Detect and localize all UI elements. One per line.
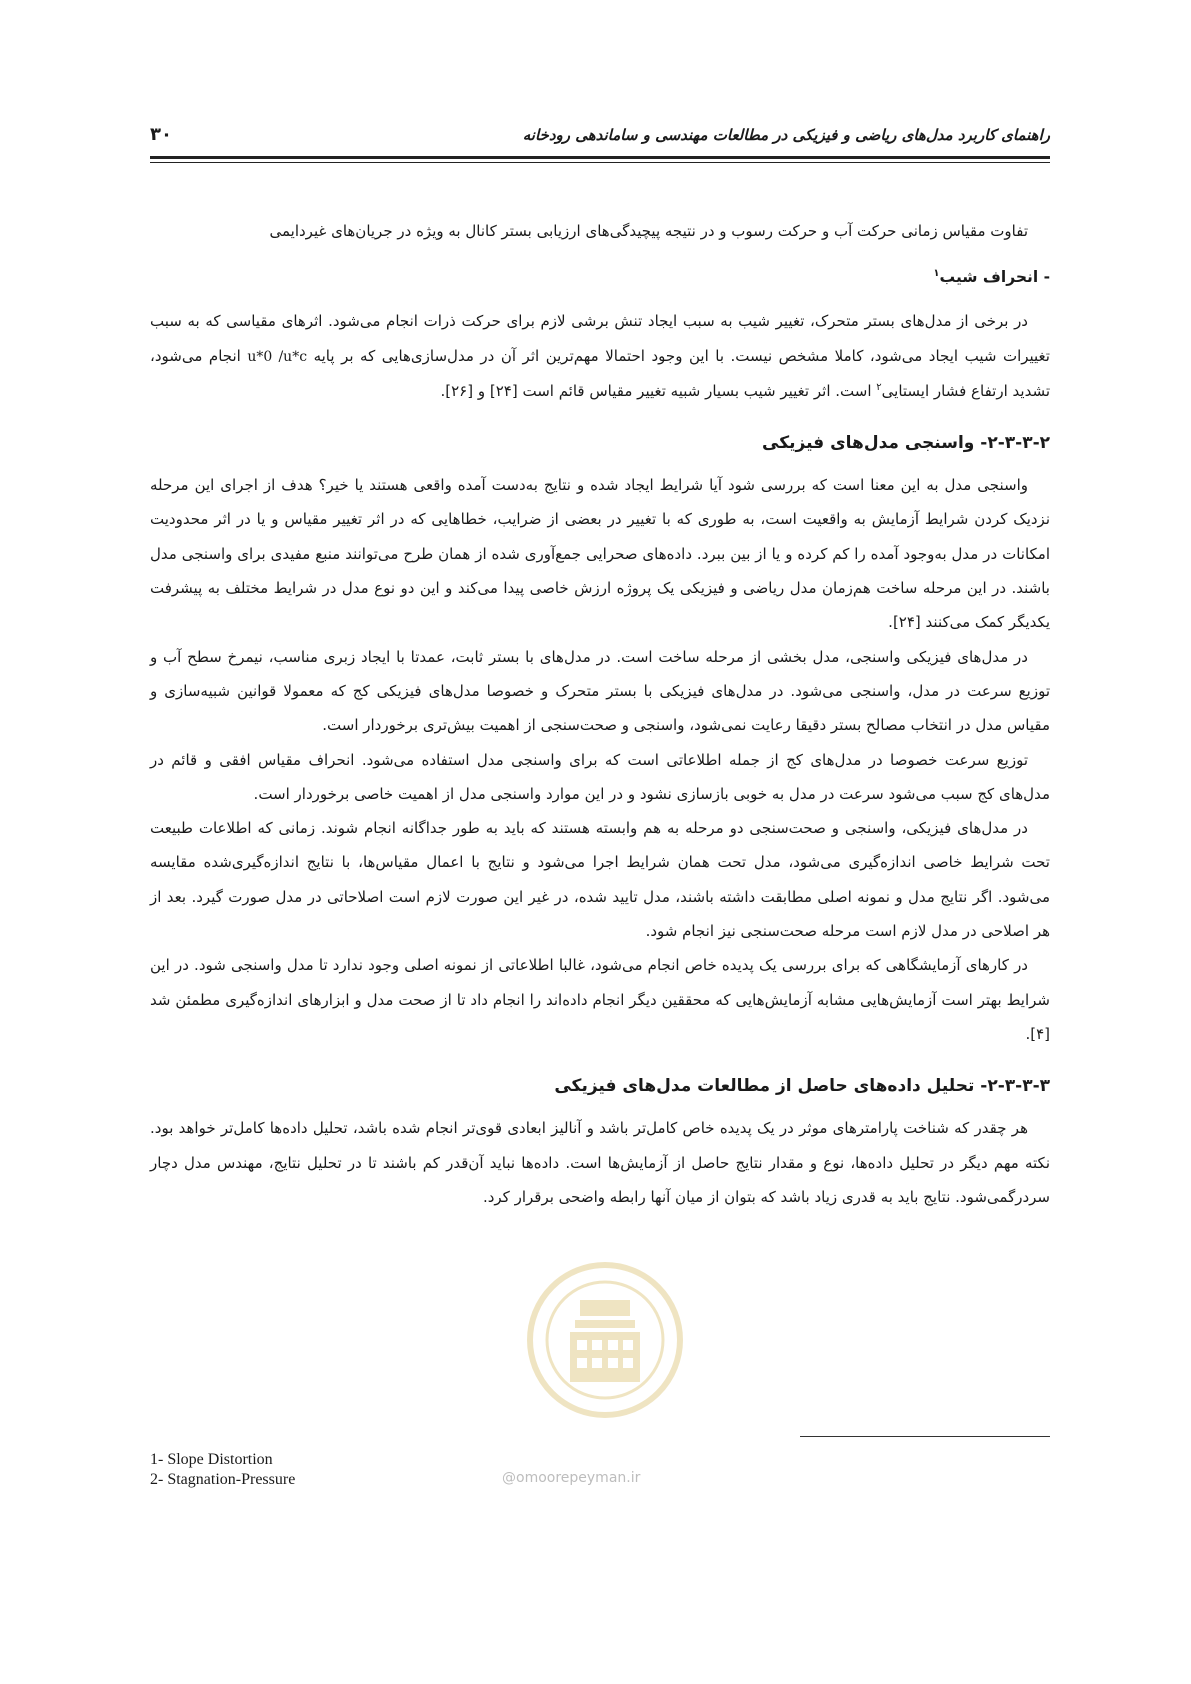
section-heading-calibration: ۲-۳-۳-۲- واسنجی مدل‌های فیزیکی [762, 433, 1050, 454]
paragraph-slope-part-c: است. اثر تغییر شیب بسیار شبیه تغییر مقیاس قائم است [۲۴] و [۲۶]. [440, 381, 872, 400]
footnote-rule [800, 1436, 1050, 1437]
paragraph-calibration-1: واسنجی مدل به این معنا است که بررسی شود آیا شرایط ایجاد شده و نتایج به‌دست آمده واقعی هستند یا خیر؟ هدف از اجرای این مرحله نزدیک کردن شرایط آزمایش به واقعیت است، به طوری که با تغییر در بعضی از ضرایب، خطاهایی که در اثر تغییر مقیاس و یا در اثر محدودیت امکانات در مدل به‌وجود آمده را کم کرده و یا از بین ببرد. داده‌های صحرایی جمع‌آوری شده از همان طرح می‌توانند منبع مفیدی برای واسنجی مدل باشند. در این مرحله ساخت هم‌زمان مدل ریاضی و فیزیکی یک پروژه ارزش خاصی پیدا می‌کند و این دو نوع مدل در شرایط مختلف به پیشرفت یکدیگر کمک می‌کنند [۲۴]. [150, 476, 1050, 632]
footnote-ref-2: ۲ [876, 381, 882, 393]
watermark-site: @omoorepeyman.ir [502, 1470, 641, 1486]
paragraph-calibration-3: توزیع سرعت خصوصا در مدل‌های کج از جمله اطلاعاتی است که برای واسنجی مدل استفاده می‌شود. انحراف مقیاس افقی و قائم در مدل‌های کج سبب می‌شود سرعت در مدل به خوبی بازسازی نشود و در این موارد واسنجی مدل از اهمیت خاصی برخوردار است. [150, 750, 1050, 803]
seal-logo-icon [520, 1250, 690, 1460]
subheading-slope-distortion [150, 248, 1050, 304]
paragraph-intro: تفاوت مقیاس زمانی حرکت آب و حرکت رسوب و در نتیجه پیچیدگی‌های ارزیابی بستر کانال به ویژه در جریان‌های غیردایمی [269, 222, 1028, 240]
page-number: ۳۰ [150, 124, 172, 145]
footnotes [150, 1450, 295, 1490]
page-body [150, 214, 1050, 1214]
paragraph-calibration-5: در کارهای آزمایشگاهی که برای بررسی یک پدیده خاص انجام می‌شود، غالبا اطلاعاتی از نمونه اصلی وجود ندارد تا مدل واسنجی شود. در این شرایط بهتر است آزمایش‌هایی مشابه آزمایش‌هایی که محققین دیگر انجام داده‌اند را انجام داد تا از صحت مدل و ابزارهای اندازه‌گیری مطمئن شد [۴]. [150, 956, 1050, 1043]
paragraph-calibration-2: در مدل‌های فیزیکی واسنجی، مدل بخشی از مرحله ساخت است. در مدل‌های با بستر ثابت، عمدتا با ایجاد زبری مناسب، نیمرخ سطح آب و توزیع سرعت در مدل، واسنجی می‌شود. در مدل‌های فیزیکی با بستر متحرک و خصوصا مدل‌های فیزیکی کج که معمولا قوانین شبیه‌سازی و مقیاس مدل در انتخاب مصالح بستر دقیقا رعایت نمی‌شود، واسنجی و صحت‌سنجی از اهمیت بیش‌تری برخوردار است. [150, 647, 1050, 735]
footnote-1: 1- Slope Distortion [150, 1451, 273, 1468]
header-rule [150, 156, 1050, 159]
paragraph-analysis-1: هر چقدر که شناخت پارامترهای موثر در یک پدیده خاص کامل‌تر باشد و آنالیز ابعادی قوی‌تر انجام شده باشد، تحلیل داده‌ها کامل‌تر خواهد بود. نکته مهم دیگر در تحلیل داده‌ها، نوع و مقدار نتایج حاصل از آزمایش‌ها است. داده‌ها نباید آن‌قدر کم باشند تا در تحلیل نتایج، مهندس مدل دچار سردرگمی‌شود. نتایج باید به قدری زیاد باشد که بتوان از میان آنها رابطه واضحی برقرار کرد. [150, 1119, 1050, 1206]
paragraph-slope-part-a: در برخی از مدل‌های بستر متحرک، تغییر شیب به سبب ایجاد تنش برشی لازم برای حرکت ذرات انجام می‌شود. اثرهای مقیاسی که به سبب تغییرات شیب ایجاد می‌شود، کاملا مشخص نیست. با این وجود احتمالا مهم‌ترین اثر آن در مدل‌سازی‌هایی که بر پایه [150, 312, 1050, 365]
header-title: راهنمای کاربرد مدل‌های ریاضی و فیزیکی در مطالعات مهندسی و ساماندهی رودخانه [522, 126, 1050, 144]
paragraph-slope-part-b: انجام می‌شود، تشدید ارتفاع فشار ایستایی [150, 346, 1050, 400]
section-heading-analysis: ۲-۳-۳-۳- تحلیل داده‌های حاصل از مطالعات مدل‌های فیزیکی [554, 1076, 1050, 1097]
paragraph-calibration-4: در مدل‌های فیزیکی، واسنجی و صحت‌سنجی دو مرحله به هم وابسته هستند که باید به طور جداگانه انجام شوند. زمانی که اطلاعات طبیعت تحت شرایط خاصی اندازه‌گیری می‌شود، مدل تحت همان شرایط اجرا می‌شود و نتایج با اعمال مقیاس‌ها، با نتایج اندازه‌گیری‌شده مقایسه می‌شود. اگر نتایج مدل و نمونه اصلی مطابقت داشته باشند، مدل تایید شده، در غیر این صورت لازم است اصلاحاتی در مدل صورت گیرد. بعد از هر اصلاحی در مدل لازم است مرحله صحت‌سنجی نیز انجام شود. [150, 819, 1050, 941]
paragraph-slope [150, 304, 1050, 408]
formula-shear-velocity-ratio: u*0 /u*c [247, 348, 308, 365]
header-rule-thin [150, 162, 1050, 163]
subheading-text: - انحراف شیب [939, 268, 1050, 287]
running-header [150, 126, 1050, 150]
footnote-ref-1: ۱ [933, 268, 940, 280]
footnote-2: 2- Stagnation-Pressure [150, 1471, 296, 1488]
